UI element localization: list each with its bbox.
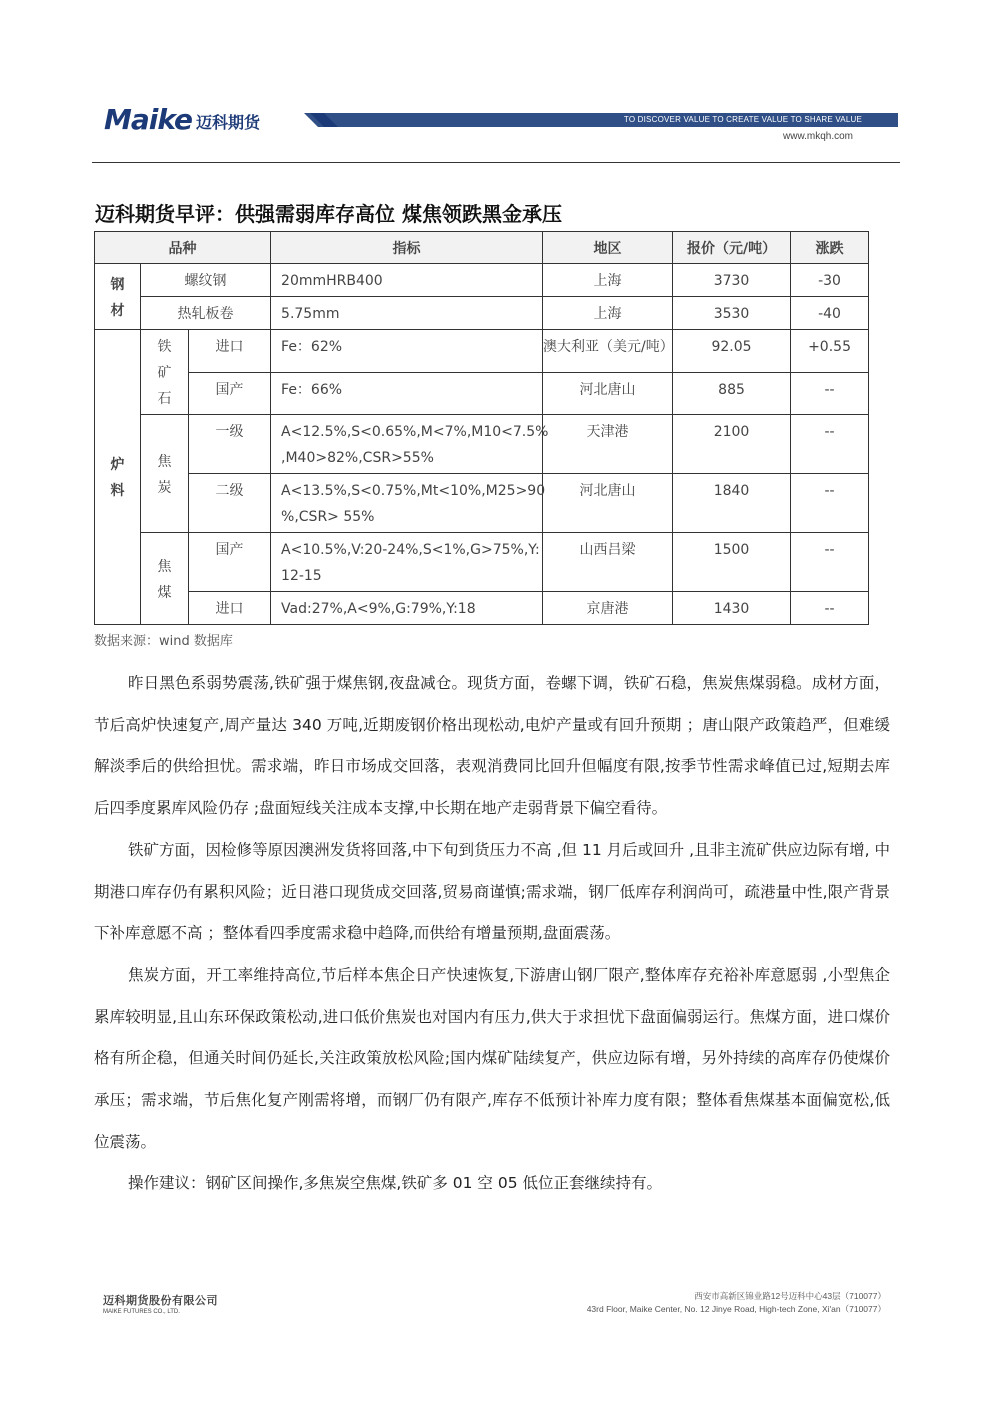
page-header: [0, 0, 992, 170]
variety-coke: 焦炭: [141, 415, 189, 533]
spec-cell: A<10.5%,V:20-24%,S<1%,G>75%,Y: 12-15: [271, 533, 543, 592]
footer-address-en: 43rd Floor, Maike Center, No. 12 Jinye Road, High-tech Zone, Xi'an（710077）: [586, 1304, 886, 1314]
header-region: 地区: [543, 232, 673, 264]
footer-address: [587, 1290, 886, 1316]
change-cell: --: [791, 372, 869, 415]
region-cell: 河北唐山: [543, 474, 673, 533]
table-row: [95, 533, 869, 592]
price-cell: 3730: [673, 264, 791, 297]
table-row: [95, 474, 869, 533]
spec-cell: Fe：62%: [271, 330, 543, 373]
paragraph-strategy: 操作建议：钢矿区间操作,多焦炭空焦煤,铁矿多 01 空 05 低位正套继续持有。: [128, 1174, 663, 1193]
variety-name: 热轧板卷: [141, 297, 271, 330]
price-cell: 2100: [673, 415, 791, 474]
slogan-bar: [304, 113, 898, 127]
table-header-row: [95, 232, 869, 264]
commentary-body: [94, 663, 890, 1205]
variety-coal: 焦煤: [141, 533, 189, 625]
spec-cell: 20mmHRB400: [271, 264, 543, 297]
change-cell: --: [791, 592, 869, 625]
footer-company-cn: 迈科期货股份有限公司: [103, 1294, 218, 1307]
sub-type: 一级: [189, 415, 271, 474]
table-row: [95, 264, 869, 297]
footer-company-en: MAIKE FUTURES CO., LTD.: [103, 1309, 180, 1315]
logo-chinese-name: 迈科期货: [195, 113, 260, 132]
spec-cell: 5.75mm: [271, 297, 543, 330]
header-divider: [92, 162, 900, 163]
company-logo: [104, 104, 260, 134]
change-cell: -40: [791, 297, 869, 330]
paragraph-iron-ore: 铁矿方面，因检修等原因澳洲发货将回落,中下旬到货压力不高 ,但 11 月后或回升 ,且非主流矿供应边际有增, 中期港口库存仍有累积风险；近日港口现货成交回落,贸易商谨慎;需求端，钢厂低库存利润尚可，疏港量中性,限产背景下补库意愿不高 ；整体看四季度需求稳中趋降,而供给有增量预期,盘面震荡。: [94, 840, 890, 943]
change-cell: --: [791, 533, 869, 592]
region-cell: 上海: [543, 264, 673, 297]
price-cell: 885: [673, 372, 791, 415]
price-cell: 1840: [673, 474, 791, 533]
variety-ore: 铁矿石: [141, 330, 189, 415]
table-row: [95, 415, 869, 474]
spec-cell: Fe：66%: [271, 372, 543, 415]
slogan-text: TO DISCOVER VALUE TO CREATE VALUE TO SHARE VALUE: [623, 115, 862, 124]
header-variety: 品种: [95, 232, 271, 264]
price-cell: 1430: [673, 592, 791, 625]
footer-address-cn: 西安市高新区锦业路12号迈科中心43层（710077）: [694, 1291, 886, 1301]
price-cell: 3530: [673, 297, 791, 330]
region-cell: 山西吕梁: [543, 533, 673, 592]
price-table: [94, 231, 869, 625]
website-url: www.mkqh.com: [783, 131, 854, 142]
report-title: 迈科期货早评：供强需弱库存高位 煤焦领跌黑金承压: [95, 202, 562, 226]
region-cell: 京唐港: [543, 592, 673, 625]
region-cell: 天津港: [543, 415, 673, 474]
sub-type: 国产: [189, 372, 271, 415]
logo-wordmark: Maike: [104, 103, 192, 136]
variety-name: 螺纹钢: [141, 264, 271, 297]
table-row: [95, 592, 869, 625]
data-source-note: 数据来源：wind 数据库: [94, 634, 233, 649]
table-row: [95, 297, 869, 330]
sub-type: 国产: [189, 533, 271, 592]
sub-type: 二级: [189, 474, 271, 533]
change-cell: -30: [791, 264, 869, 297]
footer-company: [103, 1292, 218, 1315]
group-steel: 钢材: [95, 264, 141, 330]
region-cell: 河北唐山: [543, 372, 673, 415]
spec-cell: Vad:27%,A<9%,G:79%,Y:18: [271, 592, 543, 625]
table-row: [95, 372, 869, 415]
paragraph-overview: 昨日黑色系弱势震荡,铁矿强于煤焦钢,夜盘减仓。现货方面，卷螺下调，铁矿石稳，焦炭焦煤弱稳。成材方面，节后高炉快速复产,周产量达 340 万吨,近期废钢价格出现松动,电炉产量或有回升预期 ；唐山限产政策趋严，但难缓解淡季后的供给担忧。需求端，昨日市场成交回落，表观消费同比回升但幅度有限,按季节性需求峰值已过,短期去库后四季度累库风险仍存 ;盘面短线关注成本支撑,中长期在地产走弱背景下偏空看待。: [94, 674, 890, 818]
change-cell: --: [791, 474, 869, 533]
sub-type: 进口: [189, 330, 271, 373]
change-cell: --: [791, 415, 869, 474]
group-furnace: 炉料: [95, 330, 141, 625]
region-cell: 上海: [543, 297, 673, 330]
header-price: 报价（元/吨）: [673, 232, 791, 264]
sub-type: 进口: [189, 592, 271, 625]
spec-cell: A<12.5%,S<0.65%,M<7%,M10<7.5% ,M40>82%,CSR>55%: [271, 415, 543, 474]
spec-cell: A<13.5%,S<0.75%,Mt<10%,M25>90 %,CSR> 55%: [271, 474, 543, 533]
header-spec: 指标: [271, 232, 543, 264]
price-cell: 1500: [673, 533, 791, 592]
table-row: [95, 330, 869, 373]
paragraph-coke-coal: 焦炭方面，开工率维持高位,节后样本焦企日产快速恢复,下游唐山钢厂限产,整体库存充裕补库意愿弱 ,小型焦企累库较明显,且山东环保政策松动,进口低价焦炭也对国内有压力,供大于求担忧下盘面偏弱运行。焦煤方面，进口煤价格有所企稳，但通关时间仍延长,关注政策放松风险;国内煤矿陆续复产，供应边际有增，另外持续的高库存仍使煤价承压；需求端，节后焦化复产刚需将增，而钢厂仍有限产,库存不低预计补库力度有限；整体看焦煤基本面偏宽松,低位震荡。: [94, 965, 890, 1151]
change-cell: +0.55: [791, 330, 869, 373]
region-cell: 澳大利亚（美元/吨）: [543, 330, 673, 373]
price-cell: 92.05: [673, 330, 791, 373]
header-change: 涨跌: [791, 232, 869, 264]
